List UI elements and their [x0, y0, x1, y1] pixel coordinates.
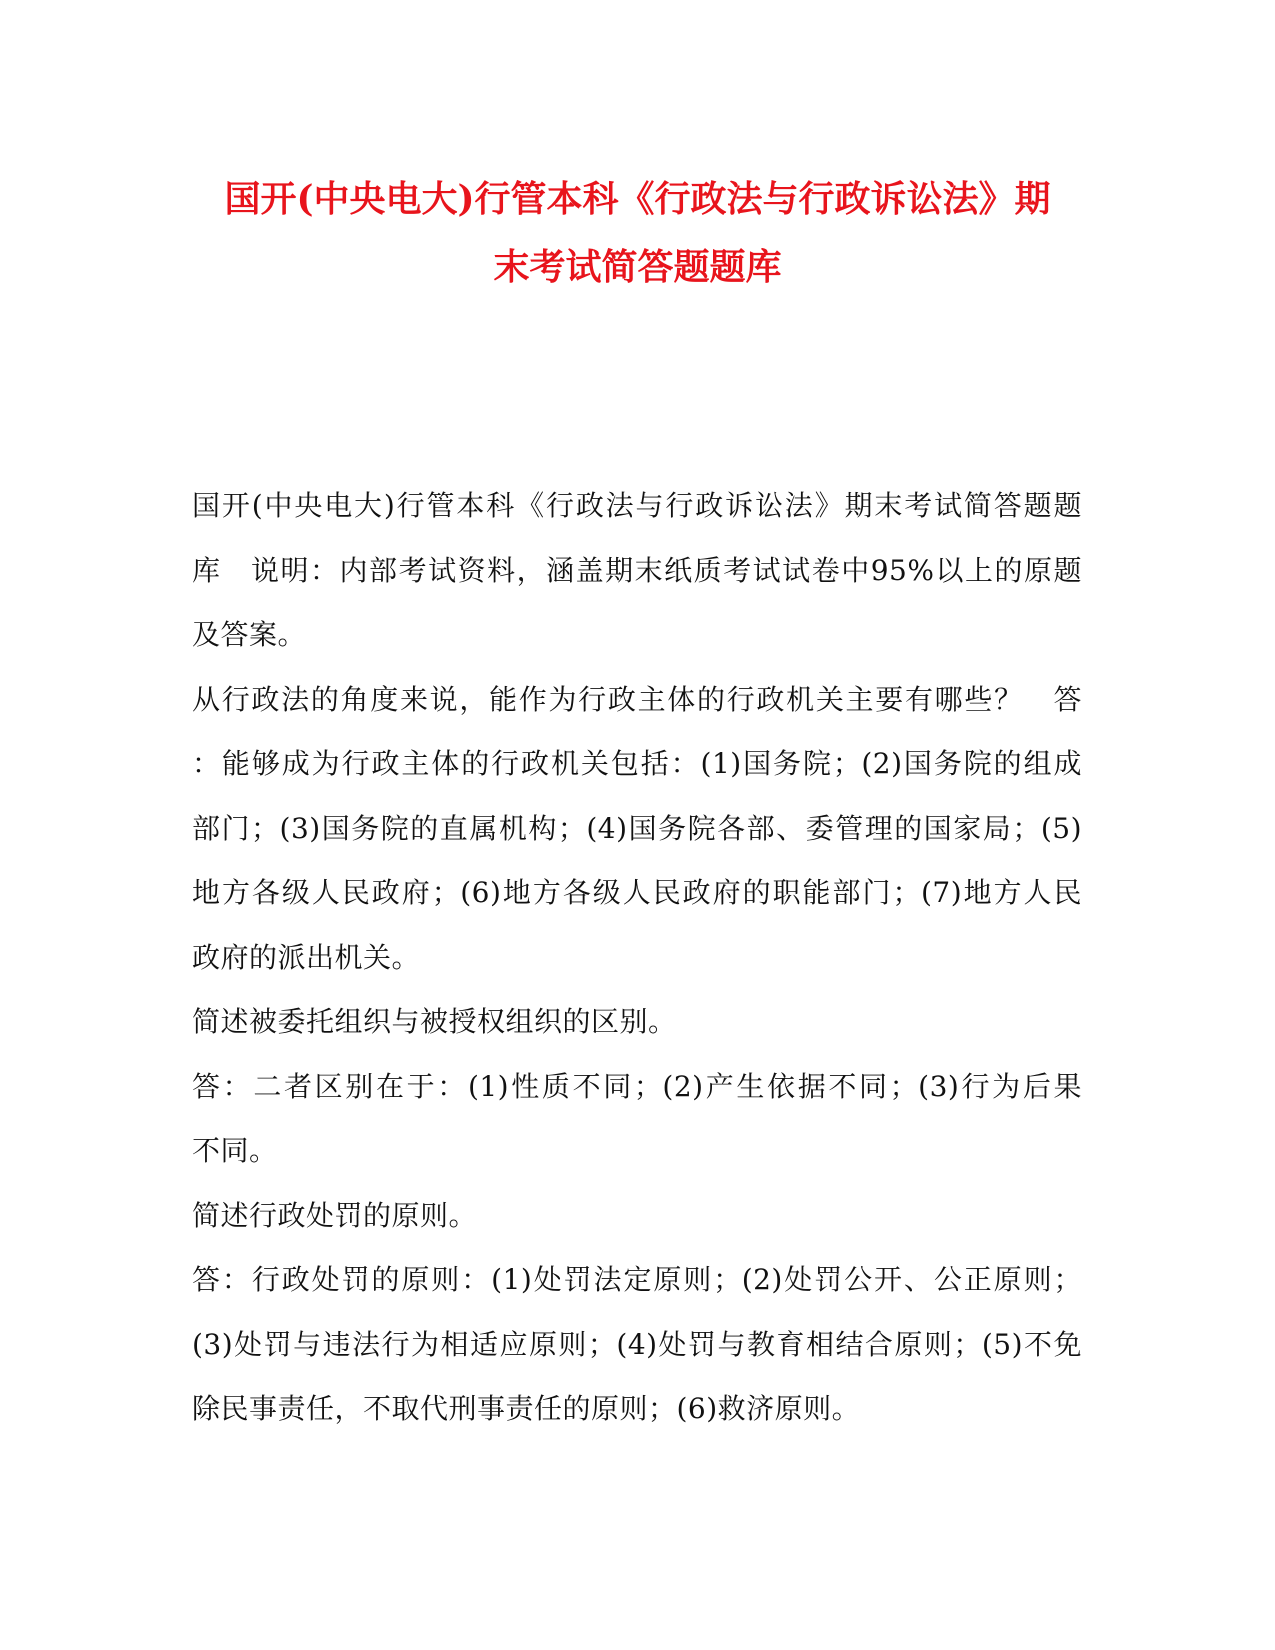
text-line: 国开(中央电大)行管本科《行政法与行政诉讼法》期末考试简答题题: [192, 489, 1082, 522]
text-line: 及答案。: [192, 618, 307, 651]
title-line-1: 国开(中央电大)行管本科《行政法与行政诉讼法》期: [224, 178, 1051, 220]
text-line: 部门；(3)国务院的直属机构；(4)国务院各部、委管理的国家局；(5): [192, 811, 1082, 845]
answer-3: [192, 1248, 1082, 1442]
text-line: (3)处罚与违法行为相适应原则；(4)处罚与教育相结合原则；(5)不免: [192, 1327, 1082, 1361]
text-line: 答：行政处罚的原则：(1)处罚法定原则；(2)处罚公开、公正原则；: [192, 1263, 1082, 1296]
text-line: 地方各级人民政府；(6)地方各级人民政府的职能部门；(7)地方人民: [192, 876, 1082, 909]
text-line: 政府的派出机关。: [192, 940, 421, 974]
answer-2: [192, 1055, 1082, 1184]
document-body: [192, 474, 1082, 1442]
text-line: 库 说明：内部考试资料，涵盖期末纸质考试试卷中95%以上的原题: [192, 553, 1082, 587]
document-title: [170, 165, 1105, 301]
text-line: 除民事责任，不取代刑事责任的原则；(6)救济原则。: [192, 1392, 861, 1425]
intro-paragraph: [192, 474, 1082, 668]
text-line: 从行政法的角度来说，能作为行政主体的行政机关主要有哪些？ 答: [192, 682, 1082, 716]
question-answer-1: [192, 668, 1082, 991]
title-line-2: 末考试简答题题库: [493, 246, 782, 288]
text-line: ：能够成为行政主体的行政机关包括：(1)国务院；(2)国务院的组成: [192, 747, 1082, 780]
text-line: 不同。: [192, 1134, 278, 1167]
text-line: 答：二者区别在于：(1)性质不同；(2)产生依据不同；(3)行为后果: [192, 1069, 1082, 1103]
question-3: [192, 1184, 1082, 1249]
text-line: 简述被委托组织与被授权组织的区别。: [192, 1005, 677, 1038]
text-line: 简述行政处罚的原则。: [192, 1198, 478, 1232]
question-2: [192, 990, 1082, 1055]
